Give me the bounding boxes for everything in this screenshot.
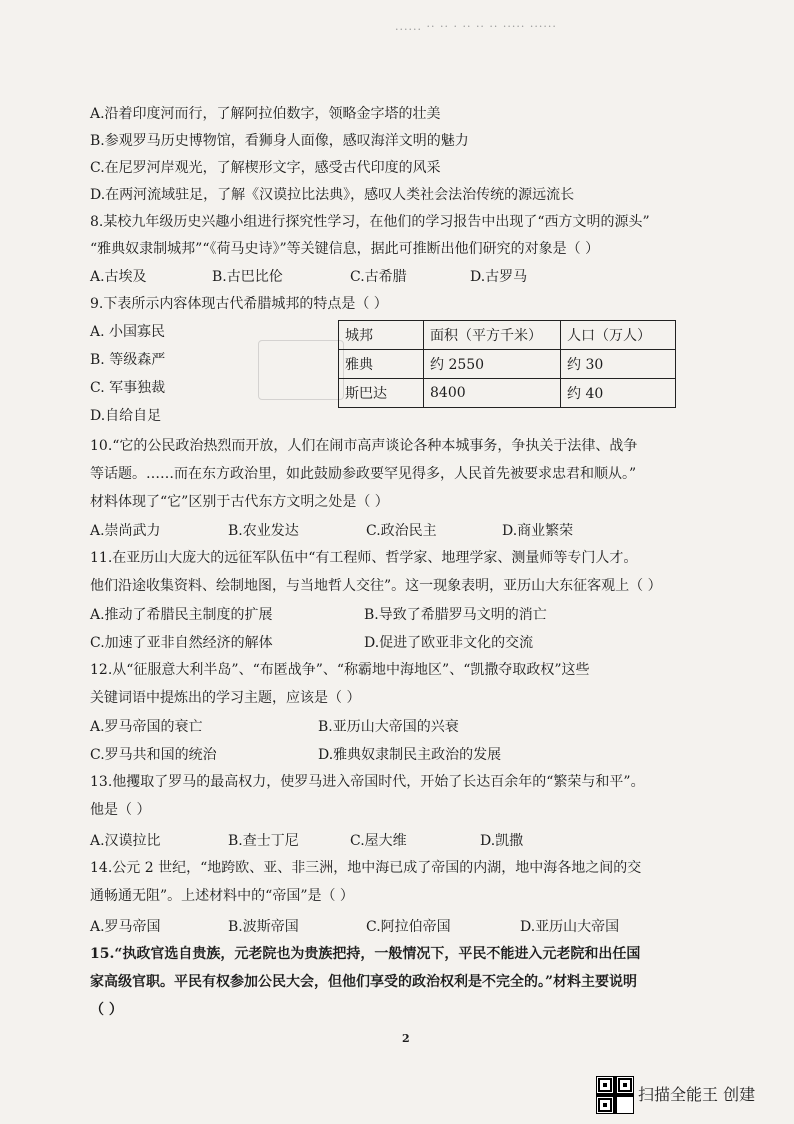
q7-option-c: C.在尼罗河岸观光，了解楔形文字，感受古代印度的风采 bbox=[90, 160, 441, 176]
q7-option-d: D.在两河流域驻足，了解《汉谟拉比法典》，感叹人类社会法治传统的源远流长 bbox=[90, 187, 575, 203]
q14-option-a: A.罗马帝国 bbox=[90, 919, 161, 935]
q12-stem-line1: 12.从“征服意大利半岛”、“布匿战争”、“称霸地中海地区”、“凯撒夺取政权”这些 bbox=[90, 662, 590, 678]
city-state-table bbox=[338, 320, 676, 408]
q10-option-c: C.政治民主 bbox=[366, 523, 437, 539]
table-cell: 雅典 bbox=[339, 350, 424, 379]
q12-option-b: B.亚历山大帝国的兴衰 bbox=[318, 719, 459, 735]
q10-option-d: D.商业繁荣 bbox=[502, 523, 574, 539]
q8-stem-line2: “雅典奴隶制城邦”“《荷马史诗》”等关键信息，据此可推断出他们研究的对象是（ ） bbox=[90, 241, 600, 257]
q14-option-b: B.波斯帝国 bbox=[228, 919, 299, 935]
table-cell: 约 30 bbox=[561, 350, 676, 379]
q11-stem-line1: 11.在亚历山大庞大的远征军队伍中“有工程师、哲学家、地理学家、测量师等专门人才。 bbox=[90, 550, 638, 566]
q12-option-d: D.雅典奴隶制民主政治的发展 bbox=[318, 747, 502, 763]
table-cell: 斯巴达 bbox=[339, 379, 424, 408]
q13-stem-line1: 13.他攫取了罗马的最高权力，使罗马进入帝国时代，开始了长达百余年的“繁荣与和平”。 bbox=[90, 774, 645, 790]
q13-option-c: C.屋大维 bbox=[350, 833, 407, 849]
faded-stamp bbox=[258, 340, 344, 400]
q8-option-a: A.古埃及 bbox=[90, 269, 147, 285]
q15-stem-line3: （ ） bbox=[90, 1002, 123, 1018]
q9-option-d: D.自给自足 bbox=[90, 408, 162, 424]
table-cell: 约 40 bbox=[561, 379, 676, 408]
q14-stem-line2: 通畅通无阻”。上述材料中的“帝国”是（ ） bbox=[90, 888, 354, 904]
page-number: 2 bbox=[402, 1032, 410, 1045]
q9-option-b: B. 等级森严 bbox=[90, 352, 166, 368]
table-row bbox=[339, 379, 676, 408]
header-noise: ...... ·· ·· · ·· ·· ·· ····· ······ bbox=[395, 20, 557, 33]
q12-stem-line2: 关键词语中提炼出的学习主题，应该是（ ） bbox=[90, 690, 361, 706]
q10-stem-line3: 材料体现了“它”区别于古代东方文明之处是（ ） bbox=[90, 494, 389, 510]
q10-stem-line2: 等话题。……而在东方政治里，如此鼓励参政要罕见得多，人民首先被要求忠君和顺从。” bbox=[90, 466, 637, 482]
qr-code-icon bbox=[596, 1076, 634, 1114]
q10-option-a: A.崇尚武力 bbox=[90, 523, 161, 539]
q14-option-c: C.阿拉伯帝国 bbox=[366, 919, 451, 935]
q11-option-b: B.导致了希腊罗马文明的消亡 bbox=[364, 607, 547, 623]
q13-stem-line2: 他是（ ） bbox=[90, 802, 151, 818]
q15-stem-line1: 15.“执政官选自贵族，元老院也为贵族把持，一般情况下，平民不能进入元老院和出任国 bbox=[90, 946, 641, 962]
q8-option-c: C.古希腊 bbox=[350, 269, 407, 285]
q11-stem-line2: 他们沿途收集资料、绘制地图，与当地哲人交往”。这一现象表明，亚历山大东征客观上（ ） bbox=[90, 578, 662, 594]
q12-option-c: C.罗马共和国的统治 bbox=[90, 747, 217, 763]
q11-option-a: A.推动了希腊民主制度的扩展 bbox=[90, 607, 273, 623]
scanner-watermark: 扫描全能王 创建 bbox=[638, 1085, 756, 1104]
table-row bbox=[339, 350, 676, 379]
q8-stem-line1: 8.某校九年级历史兴趣小组进行探究性学习，在他们的学习报告中出现了“西方文明的源头” bbox=[90, 214, 650, 230]
table-header-cell: 城邦 bbox=[339, 321, 424, 350]
q7-option-a: A.沿着印度河而行，了解阿拉伯数字，领略金字塔的壮美 bbox=[90, 106, 441, 122]
q13-option-b: B.查士丁尼 bbox=[228, 833, 299, 849]
q10-stem-line1: 10.“它的公民政治热烈而开放，人们在闹市高声谈论各种本城事务，争执关于法律、战争 bbox=[90, 438, 638, 454]
q10-option-b: B.农业发达 bbox=[228, 523, 299, 539]
q9-option-c: C. 军事独裁 bbox=[90, 380, 166, 396]
q8-option-d: D.古罗马 bbox=[470, 269, 528, 285]
table-header-row bbox=[339, 321, 676, 350]
q14-option-d: D.亚历山大帝国 bbox=[520, 919, 620, 935]
q13-option-d: D.凯撒 bbox=[480, 833, 524, 849]
q8-option-b: B.古巴比伦 bbox=[212, 269, 283, 285]
q11-option-d: D.促进了欧亚非文化的交流 bbox=[364, 635, 534, 651]
q15-stem-line2: 家高级官职。平民有权参加公民大会，但他们享受的政治权利是不完全的。”材料主要说明 bbox=[90, 974, 638, 990]
table-cell: 8400 bbox=[424, 379, 561, 408]
q9-stem: 9.下表所示内容体现古代希腊城邦的特点是（ ） bbox=[90, 296, 388, 312]
table-cell: 约 2550 bbox=[424, 350, 561, 379]
q13-option-a: A.汉谟拉比 bbox=[90, 833, 161, 849]
q12-option-a: A.罗马帝国的衰亡 bbox=[90, 719, 203, 735]
q14-stem-line1: 14.公元 2 世纪，“地跨欧、亚、非三洲，地中海已成了帝国的内湖，地中海各地之间的交 bbox=[90, 860, 642, 876]
q7-option-b: B.参观罗马历史博物馆，看狮身人面像，感叹海洋文明的魅力 bbox=[90, 133, 469, 149]
q11-option-c: C.加速了亚非自然经济的解体 bbox=[90, 635, 273, 651]
table-header-cell: 人口（万人） bbox=[561, 321, 676, 350]
q9-option-a: A. 小国寡民 bbox=[90, 324, 166, 340]
table-header-cell: 面积（平方千米） bbox=[424, 321, 561, 350]
